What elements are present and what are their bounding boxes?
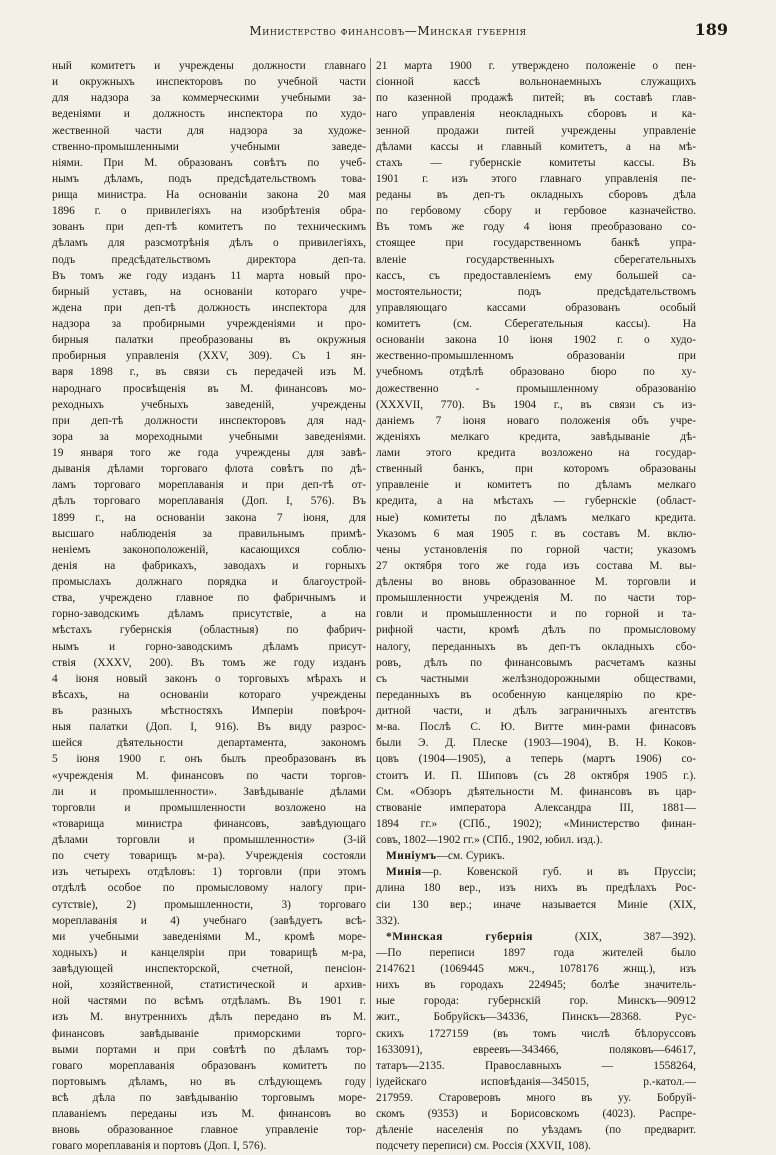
text-line: отдѣлѣ особое по промысловому налогу при-: [52, 882, 366, 895]
text-line: для надзора за коммерческими учебными за-: [52, 92, 366, 105]
text-line: дыванія дѣлами торговаго флота совѣтъ по дѣ-: [52, 463, 366, 476]
text-line: ствія (XXXV, 200). Въ томъ же году изданъ: [52, 656, 366, 669]
text-line: денія на фабрикахъ, заводахъ и горныхъ: [52, 559, 366, 572]
text-line: 2147621 (1069445 мжч., 1078176 жнщ.), изъ: [376, 963, 696, 975]
text-line: Указомъ 6 мая 1905 г. въ составъ М. вклю-: [376, 527, 696, 540]
text-line: рифной части, кромѣ дѣлъ по промысловому: [376, 624, 696, 637]
text-line: 19 января того же года учреждены для завѣ-: [52, 447, 366, 459]
text-line: ной, хозяйственной, статистической и архив-: [52, 979, 366, 992]
text-line: ный комитетъ и учреждены должности главнаго: [52, 60, 366, 72]
text-line: скихъ 1727159 (въ томъ числѣ бѣлоруссовъ: [376, 1027, 696, 1040]
text-line: по счету товарищъ м-ра). Учрежденія состояли: [52, 850, 366, 863]
text-line: говаго мореплаванія образованъ комитетъ по: [52, 1059, 366, 1072]
text-line: мостоятельности; подъ предсѣдательствомъ: [376, 285, 696, 298]
text-line: ми учебными заведеніями М., кромѣ море-: [52, 930, 366, 943]
text-line: торговли и промышленности возложено на: [52, 801, 366, 814]
text-line: длина 180 вер., изъ нихъ въ предѣлахъ Рос-: [376, 882, 696, 895]
text-line: нихъ въ городахъ 224945; болѣе значитель-: [376, 979, 696, 992]
text-line: выми портами и при совѣтѣ по дѣламъ тор-: [52, 1043, 366, 1056]
text-line: Миніумъ—см. Сурикъ.: [386, 850, 505, 863]
text-line: жественной части для надзора за художе-: [52, 124, 366, 137]
text-line: подъ предсѣдательствомъ директора деп-та.: [52, 253, 366, 266]
text-line: дѣлъ торговаго мореплаванія (Доп. I, 576). Въ: [52, 495, 366, 508]
text-line: горно-заводскимъ дѣламъ присутствіе, а на: [52, 608, 366, 621]
text-line: въ разныхъ мѣстностяхъ Имперіи повѣроч-: [52, 705, 366, 717]
text-line: неніемъ законоположеній, касающихся соблю-: [52, 543, 366, 556]
text-line: 217959. Староверовъ много въ уу. Бобруй-: [376, 1092, 696, 1104]
text-line: м-ва. Послѣ С. Ю. Витте мин-рами финасовъ: [376, 721, 696, 734]
text-line: (XXXVII, 770). Въ 1904 г., въ связи съ из-: [376, 398, 696, 411]
entry-headword: Минія: [386, 866, 422, 879]
text-line: рища министра. На основаніи закона 20 мая: [52, 189, 366, 201]
text-line: изъ четырехъ отдѣловъ: 1) торговли (при этомъ: [52, 866, 366, 879]
text-line: шейся дѣятельности департамента, закономъ: [52, 737, 366, 750]
text-line: «товарища министра финансовъ, завѣдующаго: [52, 817, 366, 830]
text-line: ніями. При М. образованъ совѣтъ по учеб-: [52, 156, 366, 169]
text-line: совъ, 1802—1902 гг.» (СПб., 1902, юбил. изд.).: [376, 834, 603, 846]
text-line: стоящее при государственномъ банкѣ упра-: [376, 237, 696, 250]
text-line: ныя палатки (Доп. I, 916). Въ виду разрос-: [52, 721, 366, 734]
text-line: реходныхъ учебныхъ заведеній, учреждены: [52, 398, 366, 411]
text-line: мѣстахъ губернскія (областныя) по фабрич-: [52, 624, 366, 637]
text-line: ства, учреждено главное по фабричнымъ и: [52, 592, 366, 605]
text-line: всѣ дѣла по завѣдыванію торговымъ море-: [52, 1092, 366, 1104]
text-line: дѣламъ для разсмотрѣнія дѣлъ о привилегіяхъ,: [52, 237, 366, 250]
text-line: дѣлены во вновь образованное М. торговли и: [376, 576, 696, 588]
text-line: іудейскаго исповѣданія—345015, р.-катол.—: [376, 1075, 696, 1088]
text-line: подсчету переписи) см. Россія (XXVII, 108).: [376, 1140, 591, 1153]
text-line: плаваніемъ переданы изъ М. финансовъ во: [52, 1108, 366, 1121]
text-line: говаго мореплаванія и портовъ (Доп. I, 576).: [52, 1140, 267, 1153]
text-line: сіи 130 вер.; иначе называется Миніе (XIX,: [376, 898, 696, 911]
text-line: дѣленіе населенія по уѣздамъ (по предварит.: [376, 1124, 696, 1137]
text-line: зованъ при деп-тѣ комитетъ по техническимъ: [52, 221, 366, 234]
text-line: управленіе и комитетъ по дѣламъ мелкаго: [376, 479, 696, 492]
text-line: промышленности учрежденія М. по части тор-: [376, 592, 696, 605]
text-line: ждена при деп-тѣ должность инспектора для: [52, 301, 366, 314]
text-line: мореплаванія и 4) учебнаго (завѣдуетъ всѣ-: [52, 914, 366, 927]
left-text-column: [52, 58, 366, 1153]
text-line: Въ томъ же году 4 іюня преобразовано со-: [376, 221, 696, 234]
text-line: ные) комитеты по дѣламъ мелкаго кредита.: [376, 511, 696, 524]
entry-headword: *Минская губернія: [386, 930, 533, 943]
text-line: веденіями и должность инспектора по худо-: [52, 108, 366, 121]
text-line: ходныхъ) и канцеляріи при товарищѣ м-ра,: [52, 946, 366, 959]
text-line: бирныя палатки преобразованы въ окружныя: [52, 334, 366, 347]
text-line: по гербовому сбору и гербовое казначейство.: [376, 205, 696, 218]
text-line: жественно-промышленномъ образованіи при: [376, 350, 696, 363]
text-line: 4 іюня новый законъ о торговыхъ мѣрахъ и: [52, 672, 366, 685]
text-line: управляющаго кассами образованъ особый: [376, 301, 696, 314]
text-line: наго управленія неокладныхъ сборовъ и ка-: [376, 108, 696, 121]
text-line: «учрежденія М. финансовъ по части торгов-: [52, 769, 366, 782]
text-line: были Э. Д. Плеске (1903—1904), В. Н. Коков-: [376, 737, 696, 750]
text-line: 1894 гг.» (СПб., 1902); «Министерство финан-: [376, 817, 696, 830]
text-line: кассъ, съ предоставленіемъ ему большей са-: [376, 269, 696, 282]
text-line: финансовъ завѣдываніе приморскими торго-: [52, 1027, 366, 1040]
text-line: варя 1898 г., въ связи съ передачей изъ М.: [52, 366, 366, 379]
text-line: переданныхъ въ особенную канцелярію по кре-: [376, 688, 696, 701]
text-line: вѣсахъ, на основаніи котораго учреждены: [52, 688, 366, 701]
text-line: ламъ торговаго мореплаванія и при деп-тѣ от-: [52, 479, 366, 492]
text-line: бирный уставъ, на основаніи котораго учре-: [52, 285, 366, 298]
text-line: по казенной продажѣ питей; въ составѣ глав-: [376, 92, 696, 105]
text-line: зора за мореходными учебными заведеніями.: [52, 430, 366, 443]
text-line: при деп-тѣ должности инспекторовъ для над-: [52, 414, 366, 427]
text-line: высшаго наблюденія за правильнымъ примѣ-: [52, 527, 366, 540]
text-line: 1899 г., на основаніи закона 7 іюня, для: [52, 511, 366, 524]
text-line: 21 марта 1900 г. утверждено положеніе о пен-: [376, 60, 696, 72]
text-line: промыслахъ должнаго порядка и благоустрой-: [52, 576, 366, 588]
text-line: пробирныя управленія (XXV, 309). Съ 1 ян-: [52, 350, 366, 363]
text-line: цовъ (1904—1905), а теперь (мартъ 1906) со-: [376, 753, 696, 766]
text-line: лами этого кредита возложено на государ-: [376, 447, 696, 459]
text-line: стахъ — губернскіе комитеты кассы. Въ: [376, 156, 696, 169]
text-line: изъ М. внутреннихъ дѣлъ передано въ М.: [52, 1011, 366, 1024]
right-text-column: [376, 58, 696, 1153]
text-line: жденіяхъ мелкаго кредита, завѣдываніе дѣ-: [376, 430, 696, 443]
text-line: стоитъ И. П. Шиповъ (съ 28 октября 1905 г.).: [376, 769, 696, 782]
text-line: нымъ и горно-заводскимъ дѣламъ присут-: [52, 640, 366, 653]
text-line: сутствіе), 2) промышленности, 3) торговаго: [52, 898, 366, 911]
text-line: дѣлами торговли и промышленности» (3-ій: [52, 834, 366, 846]
text-line: ли и промышленности». Завѣдываніе дѣлами: [52, 785, 366, 798]
text-line: вновь образованное главное управленіе тор-: [52, 1124, 366, 1137]
text-line: Въ томъ же году изданъ 11 марта новый про-: [52, 269, 366, 282]
text-line: говли и промышленности и по горной и та-: [376, 608, 696, 621]
text-line: —По переписи 1897 года жителей было: [376, 946, 696, 959]
text-line: сіонной кассѣ вольнонаемныхъ служащихъ: [376, 76, 696, 89]
text-line: 5 іюня 1900 г. онъ былъ преобразованъ въ: [52, 753, 366, 766]
text-line: 1901 г. изъ этого главнаго управленія пе-: [376, 172, 696, 185]
text-line: ровъ, дѣлъ по финансовымъ расчетамъ казны: [376, 656, 696, 669]
text-line: *Минская губернія (XIX, 387—392).: [386, 930, 696, 943]
text-line: дѣлами кассы и главный комитетъ, а на мѣ-: [376, 140, 696, 153]
text-line: портовымъ дѣламъ, но въ слѣдующемъ году: [52, 1075, 366, 1088]
text-line: дожественно - промышленному образованію: [376, 382, 696, 395]
text-line: ной частями по всѣмъ отдѣламъ. Въ 1901 г.: [52, 995, 366, 1008]
text-line: 1633091), евреевъ—343466, поляковъ—64617,: [376, 1043, 696, 1056]
text-line: См. «Обзоръ дѣятельности М. финансовъ въ цар-: [376, 785, 696, 798]
text-line: даніемъ 7 іюня новаго положенія объ учре-: [376, 414, 696, 427]
entry-headword: Миніумъ: [386, 850, 437, 863]
text-line: нымъ дѣламъ, подъ предсѣдательствомъ това-: [52, 172, 366, 185]
text-line: завѣдующей инспекторской, счетной, пенсіон-: [52, 963, 366, 975]
text-line: скомъ (9353) и Борисовскомъ (4023). Распре-: [376, 1108, 696, 1121]
text-line: ственный банкъ, при которомъ образованы: [376, 463, 696, 476]
text-line: 332).: [376, 914, 400, 927]
running-title: Министерство финансовъ—Минская губернія: [249, 24, 527, 38]
text-line: вленіе государственныхъ сберегательныхъ: [376, 253, 696, 266]
text-line: 1896 г. о привилегіяхъ на изобрѣтенія обра-: [52, 205, 366, 218]
text-line: 27 октября того же года изъ состава М. вы-: [376, 559, 696, 572]
text-line: комитетъ (см. Сберегательныя кассы). На: [376, 318, 696, 330]
text-line: ные города: губернскій гор. Минскъ—90912: [376, 995, 696, 1008]
text-line: кредита, а на мѣстахъ — губернскіе (област-: [376, 495, 696, 508]
running-header: [0, 18, 776, 48]
page-number: 189: [694, 20, 728, 39]
text-line: татаръ—2135. Православныхъ — 1558264,: [376, 1059, 696, 1072]
text-line: жит., Бобруйскъ—34336, Пинскъ—28368. Рус-: [376, 1011, 696, 1024]
text-line: чены установленія по горной части; указомъ: [376, 543, 696, 556]
text-line: народнаго просвѣщенія въ М. финансовъ мо-: [52, 382, 366, 395]
text-line: Минія—р. Ковенской губ. и въ Пруссіи;: [386, 866, 696, 879]
text-line: основаніи закона 10 іюня 1902 г. о худо-: [376, 334, 696, 347]
text-line: налогу, переданныхъ въ деп-тъ окладныхъ сбо-: [376, 640, 696, 653]
column-divider: [370, 58, 371, 1088]
text-line: реданы въ деп-тъ окладныхъ сборовъ дѣла: [376, 189, 696, 201]
text-line: дитной части, и дѣлъ заграничныхъ агентствъ: [376, 705, 696, 717]
text-line: съ частными желѣзнодорожными обществами,: [376, 672, 696, 685]
text-line: ственно-промышленными учебными заведе-: [52, 140, 366, 153]
text-line: зенной продажи питей учреждены управленіе: [376, 124, 696, 137]
text-line: и окружныхъ инспекторовъ по учебной части: [52, 76, 366, 89]
text-line: ствованіе императора Александра III, 1881—: [376, 801, 696, 814]
text-line: учебномъ отдѣлѣ образовано бюро по ху-: [376, 366, 696, 379]
text-line: надзора за пробирными учрежденіями и про-: [52, 318, 366, 330]
